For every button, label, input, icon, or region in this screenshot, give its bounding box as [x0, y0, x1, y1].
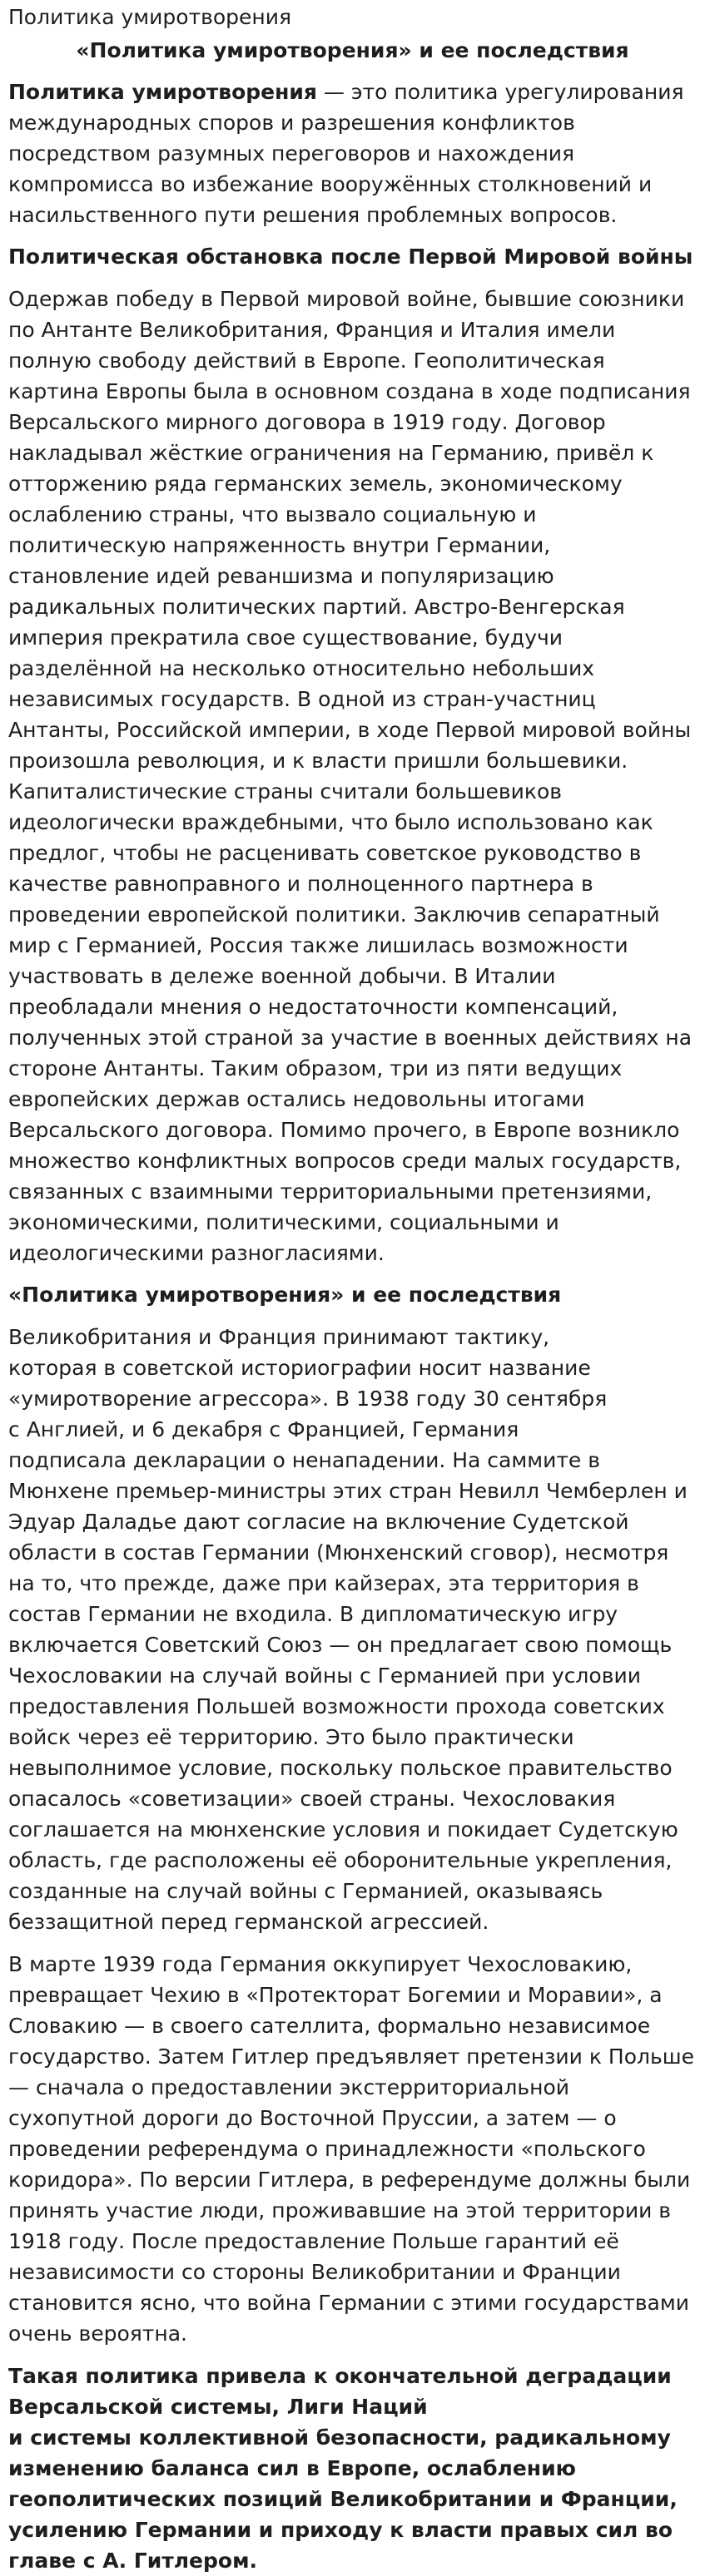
appeasement-line-1: Великобритания и Франция принимают тактику, — [8, 1325, 550, 1349]
section-heading-appeasement: «Политика умиротворения» и ее последствия — [8, 1283, 562, 1307]
appeasement-line-2: которая в советской историографии носит название — [8, 1356, 591, 1380]
appeasement-paragraph-2: В марте 1939 года Германия оккупирует Чехословакию, превращает Чехию в «Протекторат Богемии и Моравии», а Словакию — в своего сателлита, формально независимое государство. Затем Гитлер предъявляет претензии к Польше — сначала о предоставлении экстерриториальной сухопутной дороги до Восточной Пруссии, а затем — о проведении референдума о принадлежности «польского коридора». По версии Гитлера, в референдуме должны были принять участие люди, проживавшие на этой территории в 1918 году. После предоставление Польше гарантий её независимости со стороны Великобритании и Франции становится ясно, что война Германии с этими государствами очень вероятна. — [8, 1952, 694, 2346]
section-body-postwar: Одержав победу в Первой мировой войне, бывшие союзники по Антанте Великобритания, Франция и Италия имели полную свободу действий в Европе. Геополитическая картина Европы была в основном создана в ходе подписания Версальского мирного договора в 1919 году. Договор накладывал жёсткие ограничения на Германию, привёл к отторжению ряда германских земель, экономическому ослаблению страны, что вызвало социальную и политическую напряженность внутри Германии, становление идей реваншизма и популяризацию радикальных политических партий. Австро-Венгерская империя прекратила свое существование, будучи разделённой на несколько относительно небольших независимых государств. В одной из стран-участниц Антанты, Российской империи, в ходе Первой мировой войны произошла революция, и к власти пришли большевики. Капиталистические страны считали большевиков идеологически враждебными, что было использовано как предлог, чтобы не расценивать советское руководство в качестве равноправного и полноценного партнера в проведении европейской политики. Заключив сепаратный мир с Германией, Россия также лишилась возможности участвовать в дележе военной добычи. В Италии преобладали мнения о недостаточности компенсаций, полученных этой страной за участие в военных действиях на стороне Антанты. Таким образом, три из пяти ведущих европейских держав остались недовольны итогами Версальского договора. Помимо прочего, в Европе возникло множество конфликтных вопросов среди малых государств, связанных с взаимными территориальными претензиями, экономическими, политическими, социальными и идеологическими разногласиями. — [8, 287, 693, 1265]
page-label: Политика умиротворения — [8, 5, 292, 29]
conclusion-paragraph — [8, 2361, 697, 2576]
appeasement-line-4: с Англией, и 6 декабря с Францией, Германия — [8, 1417, 519, 1441]
document-title: «Политика умиротворения» и ее последствия — [76, 38, 629, 62]
intro-paragraph — [8, 77, 697, 230]
appeasement-continuation: подписала декларации о ненападении. На саммите в Мюнхене премьер-министры этих стран Невилл Чемберлен и Эдуар Даладье дают согласие на включение Судетской области в состав Германии (Мюнхенский сговор), несмотря на то, что прежде, даже при кайзерах, эта территория в состав Германии не входила. В дипломатическую игру включается Советский Союз — он предлагает свою помощь Чехословакии на случай войны с Германией при условии предоставления Польшей возможности прохода советских войск через её территорию. Это было практически невыполнимое условие, поскольку польское правительство опасалось «советизации» своей страны. Чехословакия соглашается на мюнхенские условия и покидает Судетскую область, где расположены её оборонительные укрепления, созданные на случай войны с Германией, оказываясь беззащитной перед германской агрессией. — [8, 1448, 688, 1934]
appeasement-paragraph-1 — [8, 1322, 697, 1937]
intro-term: Политика умиротворения — [8, 80, 317, 104]
document-page — [0, 2, 705, 2573]
conclusion-continuation: и системы коллективной безопасности, радикальному изменению баланса сил в Европе, ослаблению геополитических позиций Великобритании и Франции, усилению Германии и приходу к власти правых сил во главе с А. Гитлером. — [8, 2425, 678, 2573]
section-heading-postwar: Политическая обстановка после Первой Мировой войны — [8, 245, 693, 269]
conclusion-line-1: Такая политика привела к окончательной деградации — [8, 2364, 672, 2388]
appeasement-line-3: «умиротворение агрессора». В 1938 году 30 сентября — [8, 1387, 608, 1411]
conclusion-line-2: Версальской системы, Лиги Наций — [8, 2395, 428, 2419]
intro-definition: — это политика урегулирования международных споров и разрешения конфликтов посредством разумных переговоров и нахождения компромисса во избежание вооружённых столкновений и насильственного пути решения проблемных вопросов. — [8, 80, 684, 227]
